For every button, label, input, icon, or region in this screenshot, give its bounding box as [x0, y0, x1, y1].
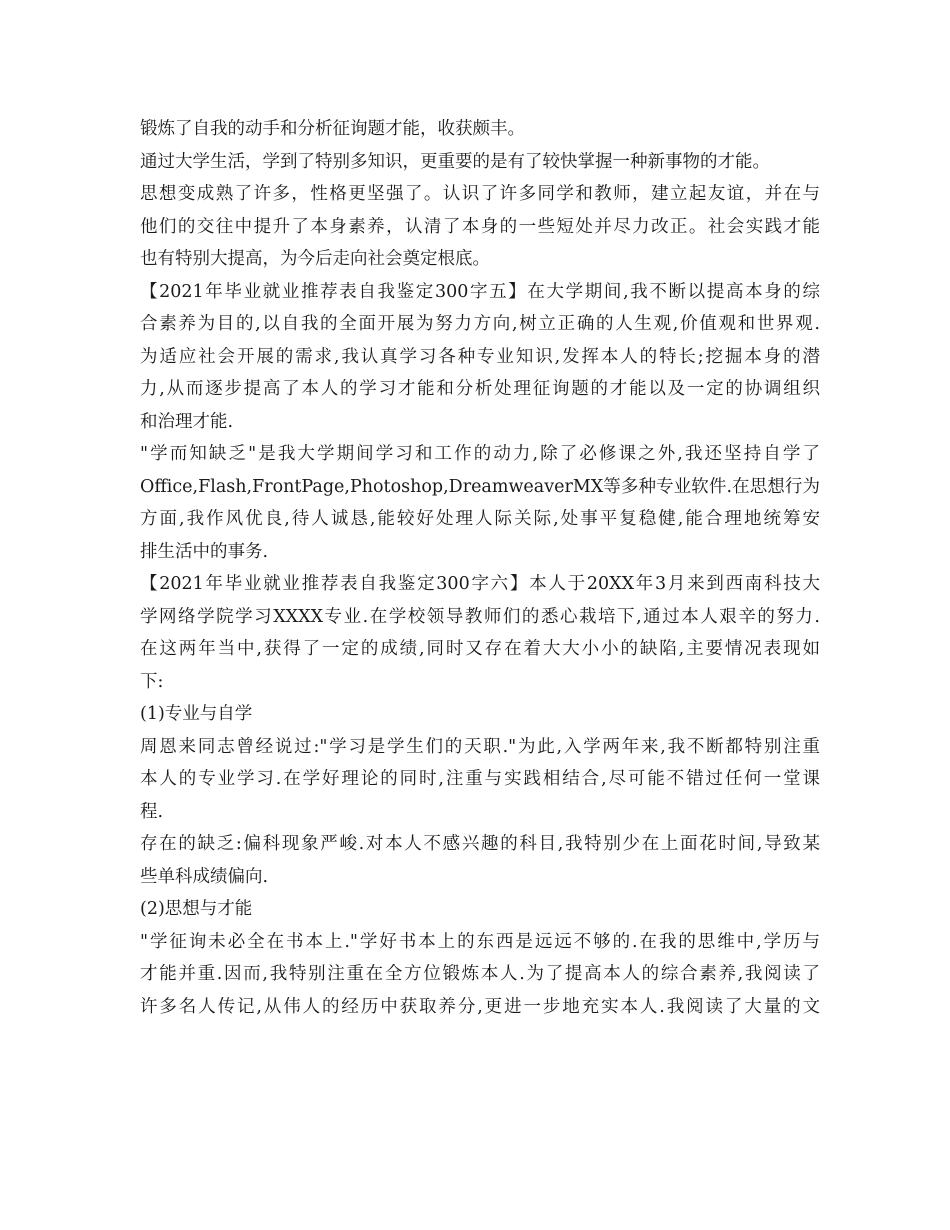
text-line: 些单科成绩偏向. [140, 866, 269, 887]
text-line: 锻炼了自我的动手和分析征询题才能，收获颇丰。 [140, 119, 525, 139]
text-line: 和治理才能. [140, 411, 234, 432]
document-body [140, 113, 820, 1023]
text-line: 才能并重.因而,我特别注重在全方位锻炼本人.为了提高本人的综合素养,我阅读了 [140, 964, 820, 984]
text-line: 为适应社会开展的需求,我认真学习各种专业知识,发挥本人的特长;挖掘本身的潜 [140, 346, 820, 367]
text-line: 他们的交往中提升了本身素养，认清了本身的一些短处并尽力改正。社会实践才能 [140, 216, 820, 237]
section-heading: (2)思想与才能 [140, 899, 253, 919]
text-line: 在这两年当中,获得了一定的成绩,同时又存在着大大小小的缺陷,主要情况表现如 [140, 639, 820, 659]
text-line: 程. [140, 801, 164, 822]
text-line: 【2021年毕业就业推荐表自我鉴定300字六】本人于20XX年3月来到西南科技大 [140, 574, 820, 594]
text-line: 排生活中的事务. [140, 541, 269, 562]
text-line: 周恩来同志曾经说过:"学习是学生们的天职."为此,入学两年来,我不断都特别注重 [140, 736, 820, 757]
text-line: 本人的专业学习.在学好理论的同时,注重与实践相结合,尽可能不错过任何一堂课 [140, 769, 820, 789]
text-line: 通过大学生活，学到了特别多知识，更重要的是有了较快掌握一种新事物的才能。 [140, 151, 770, 172]
text-line: 也有特别大提高，为今后走向社会奠定根底。 [140, 249, 490, 269]
text-line: 许多名人传记,从伟人的经历中获取养分,更进一步地充实本人.我阅读了大量的文 [140, 996, 820, 1017]
section-heading: (1)专业与自学 [140, 704, 253, 724]
text-line: "学而知缺乏"是我大学期间学习和工作的动力,除了必修课之外,我还坚持自学了 [140, 444, 820, 464]
text-line: 学网络学院学习XXXX专业.在学校领导教师们的悉心栽培下,通过本人艰辛的努力. [140, 606, 820, 627]
text-line: 方面,我作风优良,待人诚恳,能较好处理人际关际,处事平复稳健,能合理地统筹安 [140, 509, 820, 529]
text-line: "学征询未必全在书本上."学好书本上的东西是远远不够的.在我的思维中,学历与 [140, 931, 820, 952]
text-line: 【2021年毕业就业推荐表自我鉴定300字五】在大学期间,我不断以提高本身的综 [140, 281, 820, 302]
text-line: 力,从而逐步提高了本人的学习才能和分析处理征询题的才能以及一定的协调组织 [140, 379, 820, 399]
text-line: 存在的缺乏:偏科现象严峻.对本人不感兴趣的科目,我特别少在上面花时间,导致某 [140, 834, 820, 854]
text-line: 思想变成熟了许多，性格更坚强了。认识了许多同学和教师，建立起友谊，并在与 [140, 184, 820, 204]
text-line: 下: [140, 671, 164, 692]
text-line: 合素养为目的,以自我的全面开展为努力方向,树立正确的人生观,价值观和世界观. [140, 314, 820, 334]
text-line: Office,Flash,FrontPage,Photoshop,DreamweaverMX等多种专业软件.在思想行为 [140, 476, 820, 497]
